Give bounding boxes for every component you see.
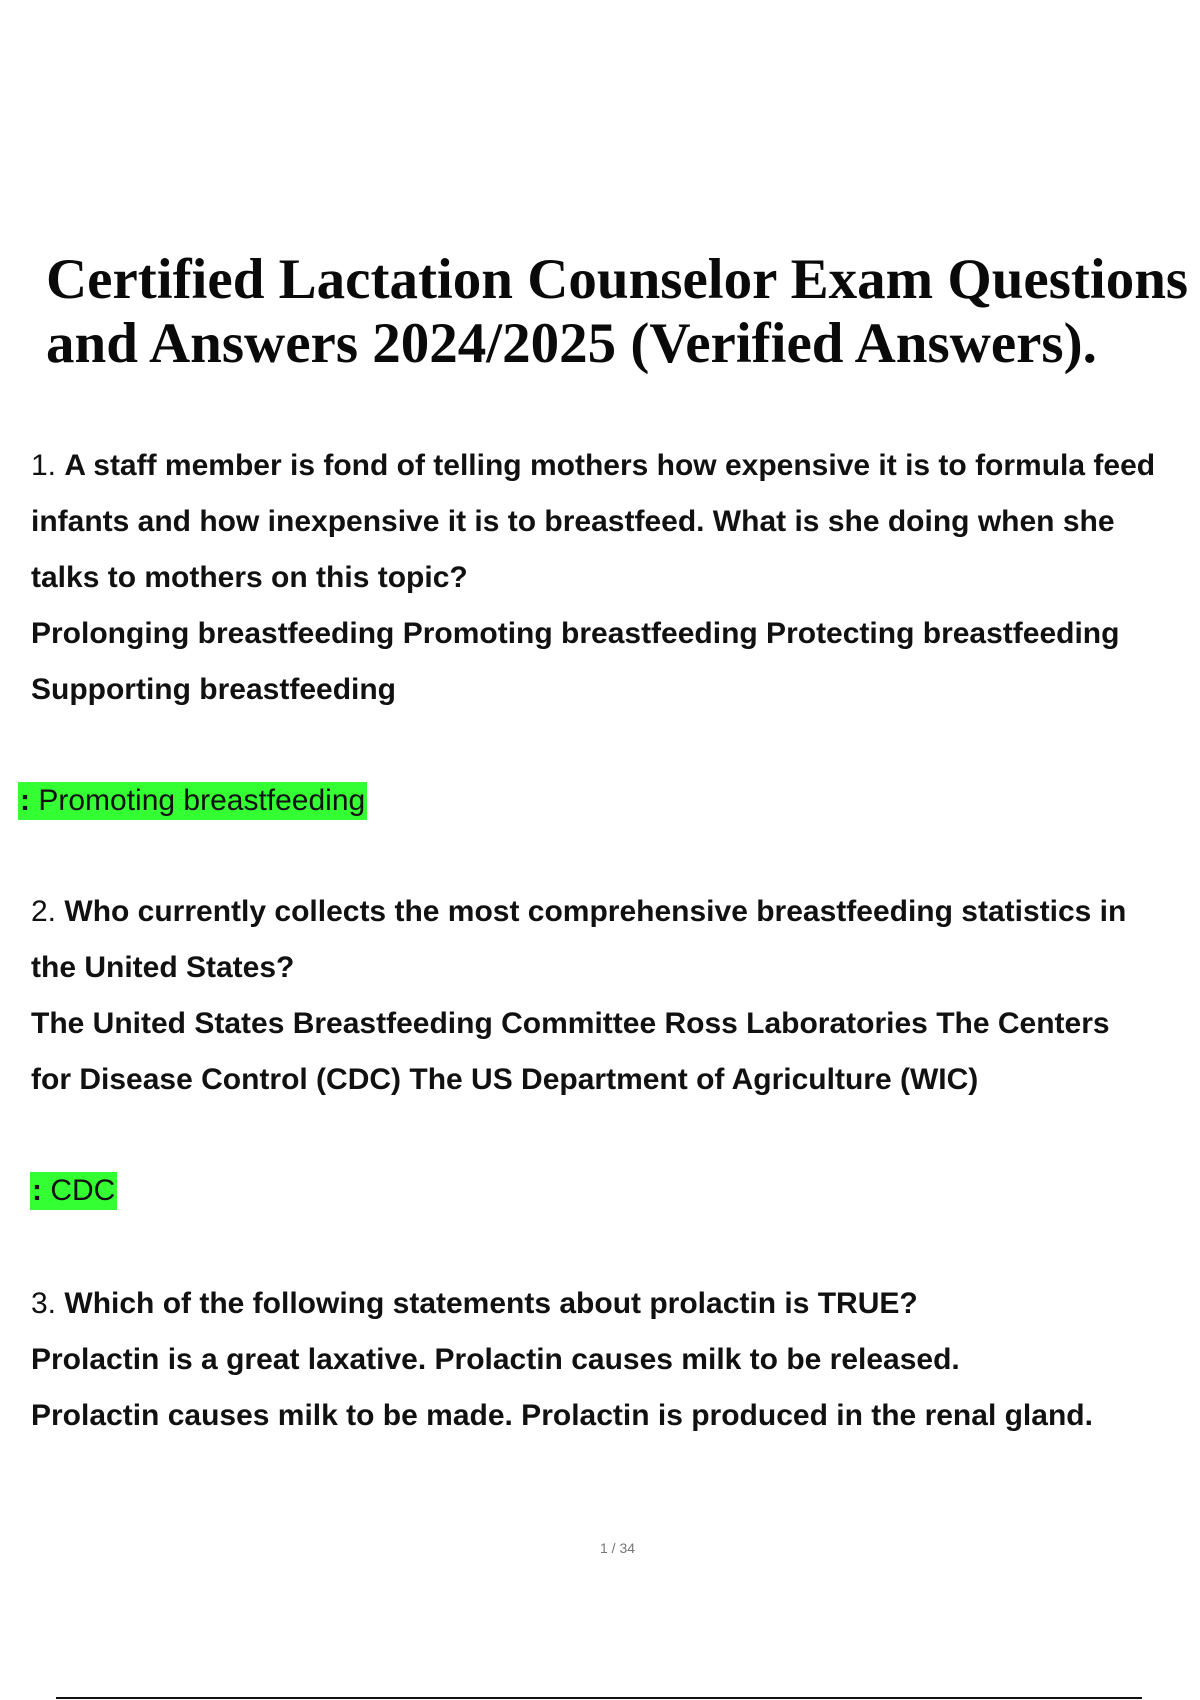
answer-highlight-1 (18, 782, 367, 820)
answer-highlight-2 (30, 1172, 117, 1210)
question-1 (31, 438, 1200, 718)
question-number: 1. (31, 449, 57, 482)
correct-answer: Promoting breastfeeding (38, 784, 366, 817)
question-text-line (31, 1276, 1200, 1332)
answer-prefix: : (32, 1174, 42, 1207)
answer-options: for Disease Control (CDC) The US Department of Agriculture (WIC) (31, 1063, 979, 1096)
question-text: infants and how inexpensive it is to breastfeed. What is she doing when she (31, 505, 1115, 538)
page-divider (56, 1697, 1142, 1699)
title-line-2: and Answers 2024/2025 (Verified Answers). (46, 312, 1097, 375)
answer-options: Supporting breastfeeding (31, 673, 397, 706)
question-2 (31, 884, 1200, 1108)
question-number: 3. (31, 1287, 57, 1320)
correct-answer: CDC (50, 1174, 116, 1207)
question-text: talks to mothers on this topic? (31, 561, 468, 594)
question-text: A staff member is fond of telling mothers how expensive it is to formula feed (64, 449, 1156, 482)
question-text: the United States? (31, 951, 295, 984)
question-text-line (31, 884, 1200, 940)
answer-options: Prolactin is a great laxative. Prolactin causes milk to be released. (31, 1343, 960, 1376)
question-3 (31, 1276, 1200, 1444)
document-title (46, 248, 1196, 376)
answer-options: Prolonging breastfeeding Promoting breastfeeding Protecting breastfeeding (31, 617, 1120, 650)
question-text: Which of the following statements about prolactin is TRUE? (64, 1287, 918, 1320)
answer-options: Prolactin causes milk to be made. Prolactin is produced in the renal gland. (31, 1399, 1093, 1432)
question-text: Who currently collects the most comprehensive breastfeeding statistics in (64, 895, 1127, 928)
question-number: 2. (31, 895, 57, 928)
answer-options: The United States Breastfeeding Committee Ross Laboratories The Centers (31, 1007, 1110, 1040)
page-number: 1 / 34 (599, 1540, 636, 1556)
title-line-1: Certified Lactation Counselor Exam Questions (46, 248, 1189, 311)
question-text-line (31, 438, 1200, 494)
answer-prefix: : (20, 784, 30, 817)
